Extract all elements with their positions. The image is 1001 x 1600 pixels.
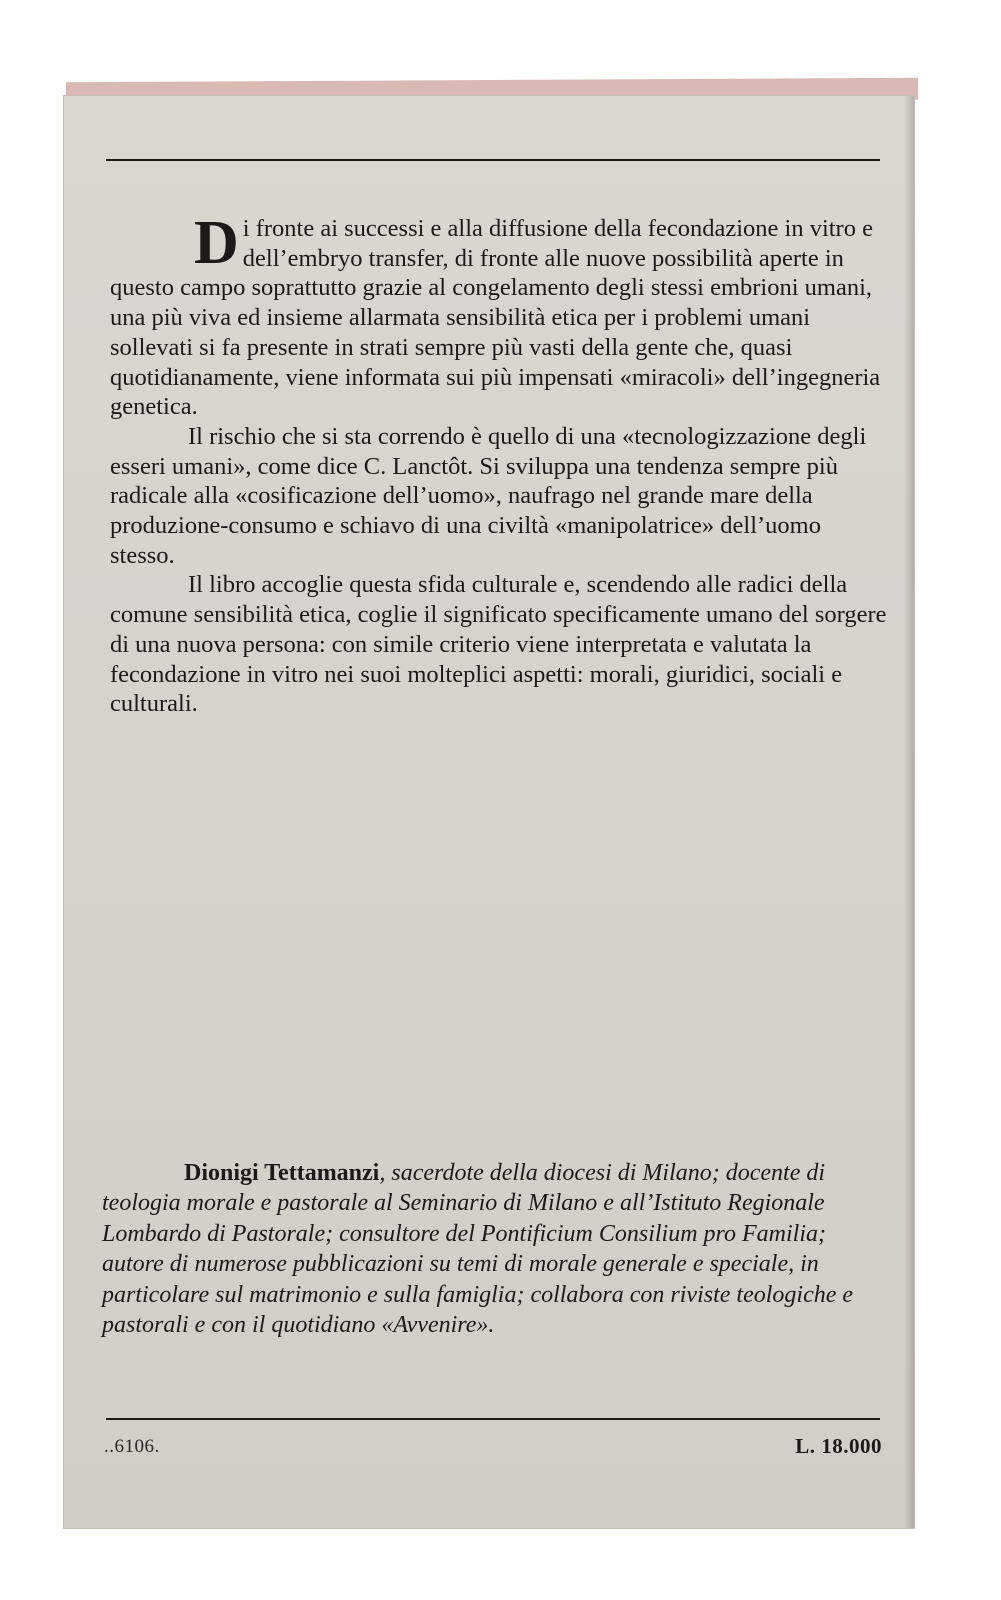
spine-shadow xyxy=(904,96,914,1528)
bottom-rule xyxy=(106,1418,880,1420)
blurb-paragraph-2: Il rischio che si sta correndo è quello di una «tecnologizzazione degli esseri umani», come dice C. Lanctôt. Si sviluppa una tendenza sempre più radicale alla «cosificazione dell’uomo», naufrago nel grande mare della produzione-consumo e schiavo di una civiltà «manipolatrice» dell’uomo stesso. xyxy=(110,422,867,569)
top-rule xyxy=(106,159,880,161)
blurb-paragraph-1-text: i fronte ai successi e alla diffusione della fecondazione in vitro e dell’embryo transfer, di fronte alle nuove possibilità aperte in questo campo soprattutto grazie al congelamento degli stessi embrioni umani, una più viva ed insieme allarmata sensibilità etica per i problemi umani sollevati si fa presente in strati sempre più vasti della gente che, quasi quotidianamente, viene informata sui più impensati «miracoli» dell’ingegneria genetica. xyxy=(110,215,881,421)
author-bio-text: , sacerdote della diocesi di Milano; docente di teologia morale e pastorale al Seminario di Milano e all’Istituto Regionale Lombardo di Pastorale; consultore del Pontificium Consilium pro Familia; autore di numerose pubblicazioni su temi di morale generale e speciale, in particolare sul matrimonio e sulla famiglia; collabora con riviste teologiche e pastorali e con il quotidiano «Avvenire». xyxy=(102,1160,854,1339)
price-label: L. 18.000 xyxy=(795,1434,882,1458)
author-bio xyxy=(102,1158,892,1340)
author-name: Dionigi Tettamanzi xyxy=(184,1160,380,1186)
catalog-code: ..6106. xyxy=(104,1436,160,1457)
book-back-cover xyxy=(64,96,914,1528)
drop-cap: D xyxy=(194,209,239,277)
blurb-paragraph-1 xyxy=(110,209,890,422)
blurb-text xyxy=(110,209,890,719)
blurb-paragraph-3: Il libro accoglie questa sfida culturale e, scendendo alle radici della comune sensibilità etica, coglie il significato specificamente umano del sorgere di una nuova persona: con simile criterio viene interpretata e valutata la fecondazione in vitro nei suoi molteplici aspetti: morali, giuridici, sociali e culturali. xyxy=(110,571,887,718)
author-bio-paragraph xyxy=(102,1158,892,1340)
